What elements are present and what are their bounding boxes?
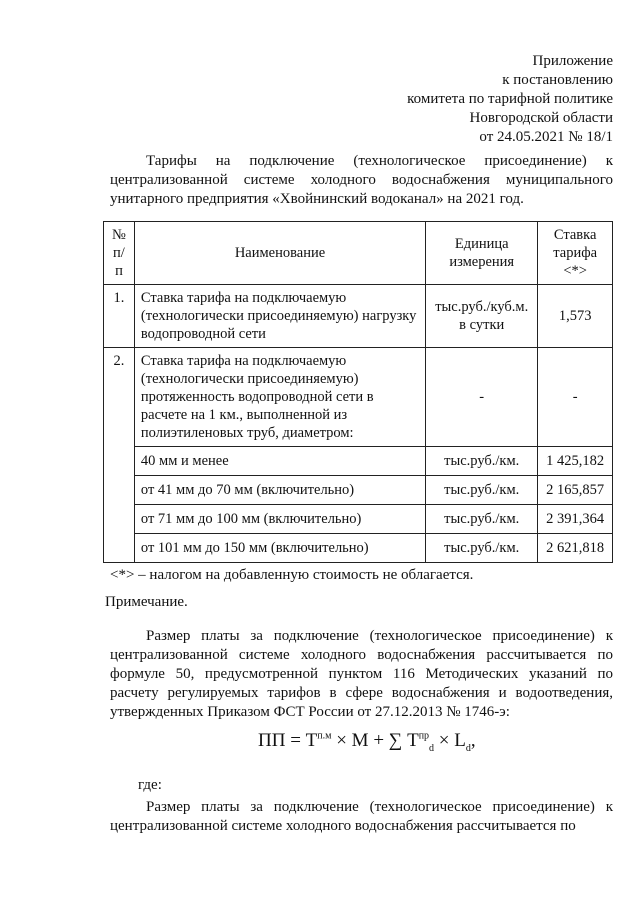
formula-sup-pm: п.м: [317, 730, 332, 742]
formula-lhs: ПП = Т: [258, 730, 318, 751]
table-subrow: [104, 447, 613, 476]
subrow-unit: тыс.руб./км.: [426, 505, 538, 534]
subrow-unit: тыс.руб./км.: [426, 476, 538, 505]
tariff-table: [103, 221, 613, 563]
table-subrow: [104, 476, 613, 505]
paragraph-fee-calc: Размер платы за подключение (технологическое присоединение) к централизованной системе холодного водоснабжения рассчитывается по: [110, 799, 613, 834]
header-unit: Единица измерения: [426, 222, 538, 285]
appendix-line: Приложение: [532, 53, 613, 69]
subrow-rate: 2 621,818: [538, 534, 613, 563]
row-rate: -: [538, 348, 613, 447]
formula-end: ,: [470, 730, 476, 751]
table-row: [104, 348, 613, 447]
document-title: [110, 152, 613, 209]
row-name: Ставка тарифа на подключаемую (технологически присоединяемую) протяженность водопроводной сети в расчете на 1 км., выполненной из полиэтиленовых труб, диаметром:: [134, 348, 425, 447]
where-label: где:: [138, 777, 162, 793]
table-header-row: [104, 222, 613, 285]
row-rate: 1,573: [538, 285, 613, 348]
row-name: Ставка тарифа на подключаемую (технологически присоединяемую) нагрузку водопроводной сети: [134, 285, 425, 348]
subrow-name: от 41 мм до 70 мм (включительно): [134, 476, 425, 505]
row-unit: тыс.руб./куб.м. в сутки: [426, 285, 538, 348]
subrow-name: от 101 мм до 150 мм (включительно): [134, 534, 425, 563]
subrow-unit: тыс.руб./км.: [426, 447, 538, 476]
subrow-unit: тыс.руб./км.: [426, 534, 538, 563]
appendix-line: Новгородской области: [469, 110, 613, 126]
appendix-line: от 24.05.2021 № 18/1: [479, 129, 613, 145]
header-name: Наименование: [134, 222, 425, 285]
formula-sub-d: d: [465, 742, 471, 754]
row-num: 1.: [104, 285, 135, 348]
formula-mid: × М + ∑ Т: [331, 730, 419, 751]
table-subrow: [104, 534, 613, 563]
formula-times: × L: [434, 730, 466, 751]
formula-sub-d: d: [429, 742, 435, 754]
subrow-rate: 2 165,857: [538, 476, 613, 505]
table-row: [104, 285, 613, 348]
table-subrow: [104, 505, 613, 534]
note-title: Примечание.: [105, 594, 188, 610]
row-num: 2.: [104, 348, 135, 563]
subrow-name: 40 мм и менее: [134, 447, 425, 476]
subrow-name: от 71 мм до 100 мм (включительно): [134, 505, 425, 534]
subrow-rate: 2 391,364: [538, 505, 613, 534]
header-num: № п/п: [104, 222, 135, 285]
formula-sup-pr: пр: [418, 730, 430, 742]
appendix-block: [407, 52, 613, 147]
paragraph-formula-intro: Размер платы за подключение (технологическое присоединение) к централизованной системе холодного водоснабжения рассчитывается по формуле 50, предусмотренной пунктом 116 Методических указаний по расчету регулируемых тарифов в сфере водоснабжения и водоотведения, утвержденных Приказом ФСТ России от 27.12.2013 № 1746-э:: [110, 628, 613, 720]
vat-note: <*> – налогом на добавленную стоимость не облагается.: [110, 567, 474, 583]
subrow-rate: 1 425,182: [538, 447, 613, 476]
fee-formula: [258, 730, 476, 754]
appendix-line: к постановлению: [502, 72, 613, 88]
appendix-line: комитета по тарифной политике: [407, 91, 613, 107]
row-unit: -: [426, 348, 538, 447]
header-rate: Ставка тарифа <*>: [538, 222, 613, 285]
title-text: Тарифы на подключение (технологическое присоединение) к централизованной системе холодного водоснабжения муниципального унитарного предприятия «Хвойнинский водоканал» на 2021 год.: [110, 153, 613, 207]
